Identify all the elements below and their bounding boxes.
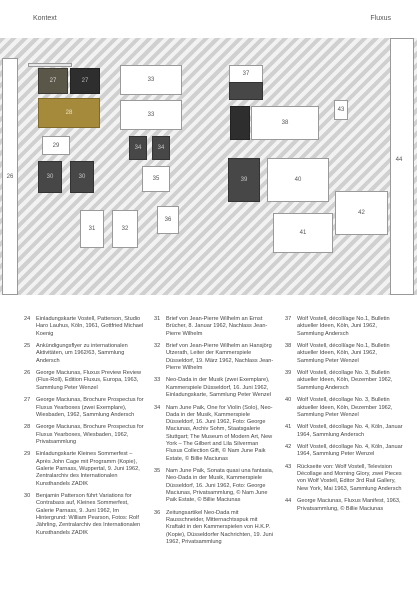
caption-entry bbox=[24, 370, 146, 392]
caption-entry bbox=[285, 464, 403, 493]
plan-frame-31 bbox=[80, 210, 104, 248]
plan-frame-32 bbox=[112, 210, 138, 248]
caption-entry bbox=[154, 510, 276, 546]
caption-number: 38 bbox=[285, 343, 292, 350]
plan-frame-29 bbox=[42, 136, 70, 155]
plan-label: 41 bbox=[299, 230, 307, 236]
caption-text: Ankündigungsflyer zu internationalen Aktivitäten, um 1962/63, Sammlung Andersch bbox=[36, 343, 128, 364]
plan-frame-28 bbox=[38, 98, 100, 128]
plan-label: 30 bbox=[46, 174, 54, 180]
caption-number: 41 bbox=[285, 424, 292, 431]
caption-number: 30 bbox=[24, 493, 31, 500]
caption-number: 26 bbox=[24, 370, 31, 377]
caption-text: Nam June Paik, One for Violin (Solo), Neo-Dada in der Musik, Kammerspiele Düsseldorf, 16. Juni 1962, Foto: George Maciunas, Archiv Sohm, Staatsgalerie Stuttgart; The Museum of Modern Art, New York – The Gilbert and Lila Silverman Fluxus Collection Gift, © Nam June Paik Estate, © Billie Maciunas bbox=[166, 404, 273, 462]
caption-entry bbox=[24, 451, 146, 487]
plan-frame-25 bbox=[28, 63, 72, 67]
plan-frame-41 bbox=[273, 213, 333, 253]
caption-text: Nam June Paik, Sonata quasi una fantasia, Neo-Dada in der Musik, Kammerspiele Düsseldorf, 16. Juni 1962, Foto: George Maciunas, Privatsammlung, © Nam June Paik Estate, © Billie Maciunas bbox=[166, 468, 274, 504]
caption-number: 35 bbox=[154, 468, 161, 475]
plan-frame-37-dark bbox=[229, 82, 263, 100]
header-chapter-label: Fluxus bbox=[370, 15, 391, 22]
plan-label: 43 bbox=[337, 107, 345, 113]
caption-text: Wolf Vostell, décollage No. 3, Bulletin aktueller Ideen, Köln, Dezember 1962, Sammlung Andersch bbox=[297, 370, 393, 391]
caption-text: Neo-Dada in der Musik (zwei Exemplare), Kammerspiele Düsseldorf, 16. Juni 1962, Einladungskarte, Sammlung Peter Wenzel bbox=[166, 377, 271, 399]
plan-frame-37 bbox=[229, 65, 263, 83]
caption-column-3 bbox=[285, 316, 403, 518]
plan-label: 38 bbox=[281, 120, 289, 126]
caption-text: George Maciunas, Fluxus Manifest, 1963, Privatsammlung, © Billie Maciunas bbox=[297, 498, 401, 512]
plan-frame-27b bbox=[70, 68, 100, 94]
caption-entry bbox=[154, 343, 276, 372]
plan-label: 26 bbox=[6, 173, 14, 180]
plan-frame-34b bbox=[152, 136, 170, 160]
caption-entry bbox=[154, 377, 276, 399]
caption-entry bbox=[24, 343, 146, 365]
plan-label: 35 bbox=[152, 176, 160, 182]
caption-text: George Maciunas, Brochure Prospectus for Fluxus Yearboxes, Wiesbaden, 1962, Privatsammlung bbox=[36, 424, 144, 445]
caption-entry bbox=[285, 343, 403, 365]
caption-text: Einladungskarte Kleines Sommerfest – Après John Cage mit Programm (Kopie), Galerie Parnass, Wuppertal, 9. Juni 1962, Zentralarchiv des Internationalen Kunsthandels ZADIK bbox=[36, 451, 140, 487]
caption-number: 33 bbox=[154, 377, 161, 384]
plan-frame-33a bbox=[120, 65, 182, 95]
plan-frame-38 bbox=[251, 106, 319, 140]
caption-text: Wolf Vostell, décoll/age No.1, Bulletin aktueller Ideen, Köln, Juni 1962, Sammlung Andersch bbox=[297, 316, 390, 337]
caption-text: Wolf Vostell, décollage No. 4, Köln, Januar 1964, Sammlung Andersch bbox=[297, 424, 403, 438]
exhibition-wall-plan bbox=[0, 38, 417, 295]
caption-number: 34 bbox=[154, 404, 161, 411]
plan-frame-30a bbox=[38, 161, 62, 193]
caption-text: Einladungskarte Vostell, Patterson, Studio Haro Lauhus, Köln, 1961, Gottfried Michael Koenig bbox=[36, 316, 144, 337]
caption-text: Wolf Vostell, décollage No. 3, Bulletin aktueller Ideen, Köln, Dezember 1962, Sammlung Peter Wenzel bbox=[297, 397, 393, 418]
caption-text: Wolf Vostell, décollage No. 4, Köln, Januar 1964, Sammlung Peter Wenzel bbox=[297, 444, 403, 458]
caption-entry bbox=[285, 498, 403, 513]
caption-entry bbox=[285, 424, 403, 439]
caption-number: 40 bbox=[285, 397, 292, 404]
caption-number: 37 bbox=[285, 316, 292, 322]
plan-frame-44 bbox=[390, 38, 414, 295]
caption-entry bbox=[24, 493, 146, 537]
plan-frame-39 bbox=[228, 158, 260, 202]
caption-text: George Maciunas, Fluxus Preview Review (Flux-Roll), Edition Fluxus, Europa, 1963, Sammlung Peter Wenzel bbox=[36, 370, 142, 391]
caption-entry bbox=[24, 424, 146, 446]
caption-entry bbox=[24, 316, 146, 338]
caption-number: 25 bbox=[24, 343, 31, 350]
plan-label: 29 bbox=[52, 142, 60, 149]
plan-frame-38-dark bbox=[230, 106, 250, 140]
header-section-label: Kontext bbox=[33, 15, 57, 22]
caption-number: 27 bbox=[24, 397, 31, 404]
caption-number: 31 bbox=[154, 316, 161, 322]
plan-label: 40 bbox=[294, 177, 302, 183]
plan-label: 42 bbox=[358, 210, 365, 216]
plan-frame-40 bbox=[267, 158, 329, 202]
plan-label: 27 bbox=[81, 78, 89, 84]
caption-number: 43 bbox=[285, 463, 292, 470]
plan-frame-27a bbox=[38, 68, 68, 94]
caption-text: Benjamin Patterson führt Variations for Contrabass auf, Kleines Sommerfest, Galerie Parnass, 9. Juni 1962, Im Hintergrund: William Pearson, Fotos: Rolf Jährling, Zentralarchiv des Internationalen Kunsthandels ZADIK bbox=[36, 493, 141, 536]
caption-column-2 bbox=[154, 316, 276, 551]
plan-label: 27 bbox=[49, 78, 57, 84]
caption-entry bbox=[285, 397, 403, 419]
plan-frame-36 bbox=[157, 206, 179, 234]
caption-text: Brief von Jean-Pierre Wilhelm an Ernst Brücher, 8. Januar 1962, Nachlass Jean-Pierre Wilhelm bbox=[166, 316, 268, 337]
plan-frame-26 bbox=[2, 58, 18, 295]
plan-label: 28 bbox=[65, 110, 73, 116]
caption-entry bbox=[154, 316, 276, 338]
caption-entry bbox=[24, 397, 146, 419]
caption-text: Brief von Jean-Pierre Wilhelm an Hansjörg Utzerath, Leiter der Kammerspiele Düsseldorf, 19. März 1962, Nachlass Jean-Pierre Wilhelm bbox=[166, 343, 274, 371]
caption-number: 39 bbox=[285, 370, 292, 377]
caption-number: 32 bbox=[154, 343, 161, 350]
caption-entry bbox=[285, 444, 403, 459]
plan-label: 33 bbox=[147, 112, 155, 118]
plan-frame-33b bbox=[120, 100, 182, 130]
plan-label: 36 bbox=[164, 217, 172, 223]
caption-text: Wolf Vostell, décoll/age No.1, Bulletin aktueller Ideen, Köln, Juni 1962, Sammlung Peter Wenzel bbox=[297, 343, 390, 364]
caption-entry bbox=[154, 468, 276, 504]
plan-label: 34 bbox=[134, 145, 142, 151]
caption-entry bbox=[154, 405, 276, 463]
plan-label: 44 bbox=[395, 157, 403, 163]
plan-frame-42 bbox=[335, 191, 388, 235]
plan-frame-35 bbox=[142, 166, 170, 192]
caption-number: 24 bbox=[24, 316, 31, 322]
caption-text: Rückseite von: Wolf Vostell, Television Décollage and Morning Glory, zwei Pieces von Wolf Vostell, Editor 3rd Rail Gallery, New York, Mai 1963, Sammlung Andersch bbox=[297, 463, 402, 492]
caption-number: 42 bbox=[285, 444, 292, 451]
caption-number: 28 bbox=[24, 424, 31, 431]
caption-number: 44 bbox=[285, 498, 292, 505]
caption-text: Zeitungsartikel Neo-Dada mit Rausschneider, Mitternachtsspuk mit Kraftakt in den Kammerspielen von H.K.P. (Kopie), Düsseldorfer Nachrichten, 19. Juni 1962, Privatsammlung bbox=[166, 509, 273, 545]
plan-label: 31 bbox=[88, 226, 96, 232]
plan-label: 30 bbox=[78, 174, 86, 180]
caption-entry bbox=[285, 370, 403, 392]
plan-label: 33 bbox=[147, 77, 155, 83]
caption-number: 36 bbox=[154, 509, 161, 516]
caption-text: George Maciunas, Brochure Prospectus for Fluxus Yearboxes (zwei Exemplare), Wiesbaden, 1962, Sammlung Andersch bbox=[36, 397, 144, 418]
plan-frame-34a bbox=[129, 136, 147, 160]
plan-label: 32 bbox=[121, 226, 129, 232]
plan-frame-43 bbox=[334, 100, 348, 120]
caption-column-1 bbox=[24, 316, 146, 542]
plan-frame-30b bbox=[70, 161, 94, 193]
plan-label: 34 bbox=[157, 145, 165, 151]
caption-number: 29 bbox=[24, 451, 31, 458]
caption-entry bbox=[285, 316, 403, 338]
plan-label-44 bbox=[392, 155, 406, 165]
plan-label: 37 bbox=[242, 71, 250, 77]
plan-label: 39 bbox=[240, 177, 248, 183]
